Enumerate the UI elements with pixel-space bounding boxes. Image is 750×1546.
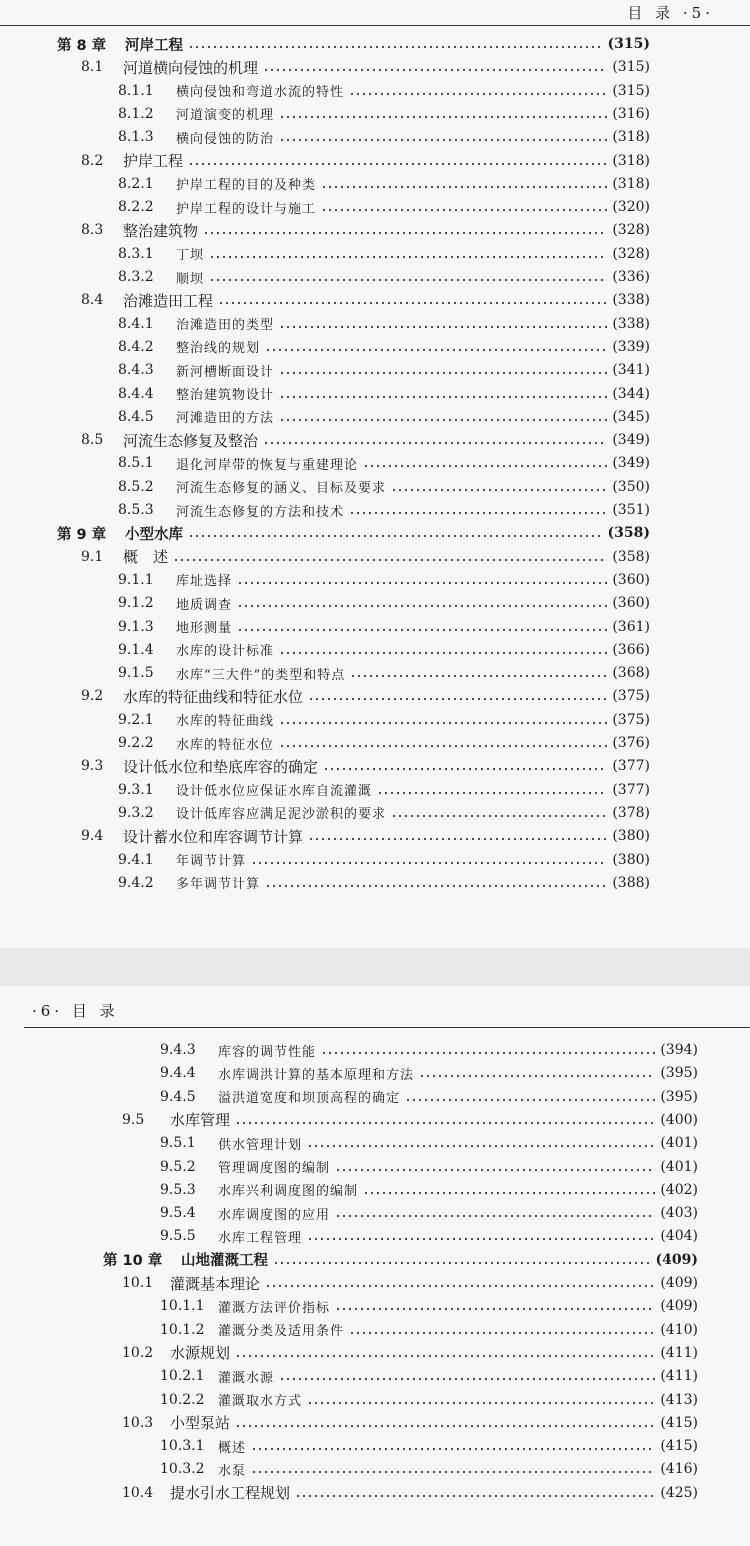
entry-page-number: (338) [612, 292, 650, 309]
entry-number: 9.5.2 [160, 1158, 196, 1175]
toc-subsection-entry [118, 195, 650, 219]
entry-number: 9.1.4 [118, 641, 154, 658]
toc-subsection-entry [118, 871, 650, 895]
entry-number: 9.2 [81, 688, 104, 705]
entry-number: 8.5.3 [118, 502, 154, 518]
entry-number: 9.3.1 [118, 781, 154, 798]
entry-number: 9.2.1 [118, 711, 154, 728]
entry-page-number: (375) [612, 688, 650, 705]
entry-title: 河岸工程 [125, 36, 183, 54]
entry-number: 9.3.2 [118, 804, 154, 821]
toc-subsection-entry [160, 1038, 698, 1062]
entry-number: 8.5 [81, 432, 104, 449]
dot-leader [323, 768, 607, 770]
entry-title: 概 述 [123, 548, 169, 567]
entry-number: 8.1.1 [118, 82, 154, 99]
entry-number: 9.4 [81, 828, 104, 845]
toc-section-entry [81, 149, 650, 173]
toc-subsection-entry [160, 1061, 698, 1085]
entry-number: 8.2.1 [118, 175, 154, 192]
entry-page-number: (358) [612, 548, 650, 565]
toc-section-entry [81, 428, 650, 452]
entry-title: 设计低库容应满足泥沙淤积的要求 [176, 807, 387, 823]
entry-title: 护岸工程 [123, 152, 184, 170]
dot-leader [279, 1378, 655, 1380]
entry-title: 设计低水位和垫底库容的确定 [123, 757, 319, 776]
toc-subsection-entry [160, 1201, 698, 1225]
entry-page-number: (315) [607, 36, 650, 52]
entry-number: 10.1.1 [160, 1298, 205, 1315]
entry-page-number: (388) [612, 874, 650, 891]
entry-number: 第 9 章 [57, 526, 107, 543]
toc-section-entry [122, 1481, 698, 1505]
entry-page-number: (409) [660, 1275, 698, 1291]
entry-title: 灌溉取水方式 [218, 1394, 303, 1409]
entry-title: 山地灌溉工程 [181, 1252, 268, 1270]
entry-title: 水库的特征曲线 [176, 714, 275, 730]
entry-page-number: (341) [612, 362, 650, 379]
dot-leader [237, 629, 607, 631]
entry-title: 水库兴利调度图的编制 [218, 1184, 359, 1200]
dot-leader [308, 698, 607, 700]
entry-page-number: (410) [660, 1321, 698, 1338]
entry-title: 横向侵蚀的防治 [176, 131, 275, 147]
toc-subsection-entry [118, 848, 650, 872]
entry-page-number: (358) [607, 525, 650, 542]
entry-number: 9.1.5 [118, 665, 154, 682]
entry-page-number: (328) [612, 222, 650, 239]
dot-leader [263, 442, 607, 444]
toc-subsection-entry [118, 125, 650, 149]
entry-title: 灌溉方法评价指标 [218, 1300, 331, 1316]
entry-title: 河滩造田的方法 [176, 411, 275, 427]
dot-leader [263, 69, 607, 71]
entry-title: 管理调度图的编制 [218, 1161, 331, 1176]
running-head: 目 录 ·5· [627, 4, 714, 22]
entry-title: 护岸工程的目的及种类 [176, 178, 317, 194]
dot-leader [321, 186, 607, 188]
dot-leader [209, 256, 607, 258]
entry-title: 河道横向侵蚀的机理 [123, 58, 259, 77]
entry-title: 库址选择 [176, 574, 233, 590]
dot-leader [279, 116, 607, 118]
dot-leader [279, 326, 607, 328]
entry-number: 8.2.2 [118, 199, 154, 216]
entry-page-number: (425) [660, 1484, 698, 1501]
entry-title: 灌溉分类及适用条件 [218, 1324, 345, 1340]
entry-number: 8.4.3 [118, 362, 154, 379]
entry-page-number: (318) [612, 152, 650, 169]
entry-number: 9.5.5 [160, 1228, 196, 1245]
entry-page-number: (402) [660, 1181, 698, 1198]
entry-title: 水库工程管理 [218, 1230, 303, 1246]
entry-number: 第 8 章 [57, 37, 107, 54]
entry-number: 10.1 [122, 1275, 154, 1291]
dot-leader [279, 396, 607, 398]
entry-page-number: (411) [660, 1344, 698, 1361]
entry-number: 9.5.3 [160, 1181, 196, 1198]
entry-title: 河道演变的机理 [176, 108, 275, 124]
entry-number: 8.4.2 [118, 338, 154, 355]
toc-subsection-entry [160, 1131, 698, 1155]
dot-leader [173, 559, 607, 561]
entry-number: 8.3 [81, 222, 104, 239]
toc-subsection-entry [118, 615, 650, 639]
entry-title: 退化河岸带的恢复与重建理论 [176, 457, 359, 473]
dot-leader [279, 652, 607, 654]
dot-leader [321, 1052, 655, 1054]
entry-title: 提水引水工程规划 [170, 1484, 291, 1503]
entry-page-number: (377) [612, 781, 650, 798]
dot-leader [349, 512, 607, 514]
entry-page-number: (413) [660, 1391, 698, 1408]
entry-title: 设计蓄水位和库容调节计算 [123, 827, 304, 846]
entry-page-number: (366) [612, 641, 650, 658]
dot-leader [419, 1075, 655, 1077]
entry-number: 第 10 章 [103, 1253, 163, 1270]
entry-number: 8.5.1 [118, 455, 154, 472]
toc-subsection-entry [118, 498, 650, 522]
dot-leader [279, 139, 607, 141]
entry-page-number: (394) [660, 1042, 698, 1058]
entry-title: 库容的调节性能 [218, 1044, 317, 1060]
toc-subsection-entry [118, 591, 650, 615]
toc-subsection-entry [160, 1085, 698, 1109]
entry-title: 水泵 [218, 1463, 247, 1479]
dot-leader [188, 535, 603, 537]
entry-page-number: (380) [612, 851, 650, 868]
dot-leader [295, 1495, 655, 1497]
entry-page-number: (380) [612, 828, 650, 845]
entry-title: 水库调洪计算的基本原理和方法 [218, 1067, 415, 1083]
toc-subsection-entry [118, 475, 650, 499]
entry-page-number: (409) [655, 1251, 698, 1268]
toc-subsection-entry [160, 1388, 698, 1412]
entry-title: 水库“三大件”的类型和特点 [176, 667, 346, 683]
dot-leader [308, 838, 607, 840]
dot-leader [265, 885, 607, 887]
dot-leader [335, 1169, 655, 1171]
entry-page-number: (411) [660, 1368, 698, 1385]
toc-section-entry [81, 288, 650, 312]
toc-subsection-entry [160, 1364, 698, 1388]
toc-subsection-entry [118, 265, 650, 289]
dot-leader [391, 815, 607, 817]
dot-leader [335, 1308, 655, 1310]
entry-number: 10.2.2 [160, 1391, 205, 1408]
toc-subsection-entry [118, 405, 650, 429]
entry-title: 河流生态修复及整治 [123, 431, 259, 450]
entry-page-number: (404) [660, 1228, 698, 1245]
running-head: ·6· 目 录 [32, 1002, 119, 1020]
entry-number: 9.1.3 [118, 618, 154, 635]
entry-title: 供水管理计划 [218, 1137, 303, 1153]
dot-leader [251, 1471, 655, 1473]
dot-leader [237, 582, 607, 584]
entry-page-number: (360) [612, 595, 650, 612]
entry-page-number: (344) [612, 385, 650, 402]
entry-page-number: (351) [612, 502, 650, 518]
entry-page-number: (339) [612, 338, 650, 355]
dot-leader [188, 163, 607, 165]
entry-number: 8.4.4 [118, 385, 154, 402]
entry-number: 9.3 [81, 758, 104, 775]
dot-leader [307, 1238, 655, 1240]
entry-title: 治滩造田工程 [123, 291, 214, 310]
toc-subsection-entry [118, 778, 650, 802]
toc-subsection-entry [118, 731, 650, 755]
entry-page-number: (361) [612, 618, 650, 635]
entry-number: 9.4.3 [160, 1042, 196, 1058]
entry-number: 8.3.1 [118, 245, 154, 262]
entry-number: 8.3.2 [118, 269, 154, 285]
dot-leader [188, 46, 603, 48]
entry-number: 9.4.4 [160, 1065, 196, 1082]
entry-title: 地形测量 [176, 621, 233, 636]
entry-page-number: (415) [660, 1414, 698, 1431]
entry-title: 水库管理 [170, 1111, 231, 1130]
dot-leader [235, 1425, 655, 1427]
dot-leader [405, 1099, 655, 1101]
entry-number: 9.4.2 [118, 874, 154, 891]
entry-page-number: (416) [660, 1461, 698, 1478]
entry-number: 8.4 [81, 292, 104, 309]
dot-leader [251, 862, 607, 864]
entry-number: 8.4.1 [118, 315, 154, 332]
entry-number: 10.1.2 [160, 1321, 205, 1338]
toc-subsection-entry [118, 382, 650, 406]
toc-subsection-entry [118, 358, 650, 382]
toc-subsection-entry [118, 451, 650, 475]
header-rule [24, 1027, 750, 1028]
toc-subsection-entry [118, 708, 650, 732]
toc-section-entry [122, 1341, 698, 1365]
entry-page-number: (320) [612, 199, 650, 216]
entry-page-number: (345) [612, 408, 650, 425]
entry-page-number: (318) [612, 175, 650, 192]
dot-leader [363, 465, 607, 467]
entry-page-number: (415) [660, 1438, 698, 1455]
entry-title: 水库的特征水位 [176, 737, 275, 753]
toc-subsection-entry [160, 1178, 698, 1202]
entry-page-number: (395) [660, 1088, 698, 1105]
toc-section-entry [81, 545, 650, 569]
entry-title: 整治线的规划 [176, 341, 261, 357]
entry-number: 9.4.1 [118, 851, 154, 868]
dot-leader [335, 1215, 655, 1217]
entry-number: 9.1 [81, 548, 104, 565]
entry-title: 水库的设计标准 [176, 644, 275, 660]
entry-number: 9.5.4 [160, 1205, 196, 1222]
entry-title: 设计低水位应保证水库自流灌溉 [176, 784, 373, 800]
entry-page-number: (400) [660, 1111, 698, 1128]
entry-page-number: (401) [660, 1158, 698, 1175]
toc-subsection-entry [118, 638, 650, 662]
entry-title: 灌溉基本理论 [170, 1274, 261, 1293]
entry-number: 8.2 [81, 152, 104, 169]
toc-subsection-entry [118, 312, 650, 336]
entry-title: 治滩造田的类型 [176, 318, 275, 334]
entry-number: 9.1.2 [118, 595, 154, 612]
entry-title: 横向侵蚀和弯道水流的特性 [176, 85, 345, 101]
entry-number: 9.4.5 [160, 1088, 196, 1105]
entry-title: 水库调度图的应用 [218, 1207, 331, 1223]
entry-page-number: (378) [612, 804, 650, 821]
dot-leader [279, 419, 607, 421]
toc-section-entry [81, 824, 650, 848]
toc-subsection-entry [160, 1434, 698, 1458]
dot-leader [237, 605, 607, 607]
toc-subsection-entry [160, 1294, 698, 1318]
entry-title: 小型水库 [125, 525, 183, 543]
entry-number: 8.5.2 [118, 478, 154, 495]
toc-chapter-entry [103, 1248, 698, 1272]
entry-title: 年调节计算 [176, 854, 247, 869]
entry-page-number: (315) [612, 82, 650, 99]
dot-leader [307, 1402, 655, 1404]
entry-number: 8.1 [81, 59, 104, 76]
entry-title: 新河槽断面设计 [176, 364, 275, 380]
dot-leader [209, 279, 607, 281]
toc-section-entry [81, 218, 650, 242]
dot-leader [321, 209, 607, 211]
entry-number: 10.2.1 [160, 1368, 205, 1385]
toc-subsection-entry [118, 79, 650, 103]
entry-number: 9.5.1 [160, 1135, 196, 1152]
entry-title: 河流生态修复的方法和技术 [176, 504, 345, 520]
entry-number: 10.3.1 [160, 1438, 205, 1455]
entry-title: 灌溉水源 [218, 1370, 275, 1386]
dot-leader [265, 349, 607, 351]
entry-page-number: (360) [612, 571, 650, 588]
toc-subsection-entry [118, 801, 650, 825]
toc-page-6 [0, 986, 750, 1546]
entry-page-number: (349) [612, 455, 650, 472]
entry-page-number: (401) [660, 1135, 698, 1152]
entry-number: 8.1.3 [118, 129, 154, 146]
dot-leader [265, 1285, 655, 1287]
dot-leader [363, 1192, 655, 1194]
entry-number: 10.3.2 [160, 1461, 205, 1478]
entry-title: 小型泵站 [170, 1414, 231, 1433]
entry-page-number: (368) [612, 665, 650, 682]
dot-leader [307, 1145, 655, 1147]
entry-page-number: (316) [612, 105, 650, 122]
entry-title: 顺坝 [176, 271, 205, 287]
toc-subsection-entry [160, 1457, 698, 1481]
entry-page-number: (318) [612, 129, 650, 146]
entry-title: 概述 [218, 1440, 247, 1456]
entry-page-number: (376) [612, 735, 650, 751]
dot-leader [273, 1262, 651, 1264]
entry-page-number: (349) [612, 432, 650, 449]
toc-subsection-entry [118, 661, 650, 685]
entry-page-number: (338) [612, 315, 650, 332]
toc-subsection-entry [160, 1318, 698, 1342]
toc-subsection-entry [118, 242, 650, 266]
entry-title: 多年调节计算 [176, 877, 261, 893]
entry-number: 8.1.2 [118, 105, 154, 122]
dot-leader [377, 792, 607, 794]
toc-subsection-entry [118, 102, 650, 126]
toc-subsection-entry [118, 335, 650, 359]
dot-leader [218, 302, 607, 304]
entry-number: 10.4 [122, 1484, 154, 1501]
dot-leader [203, 232, 607, 234]
entry-page-number: (377) [612, 758, 650, 775]
entry-number: 9.5 [122, 1111, 145, 1128]
entry-page-number: (403) [660, 1205, 698, 1222]
entry-page-number: (328) [612, 245, 650, 262]
toc-chapter-entry [57, 521, 650, 545]
dot-leader [350, 675, 607, 677]
dot-leader [279, 745, 607, 747]
entry-title: 河流生态修复的涵义、目标及要求 [176, 481, 387, 497]
entry-page-number: (395) [660, 1065, 698, 1082]
entry-page-number: (336) [612, 269, 650, 285]
entry-number: 10.2 [122, 1344, 154, 1361]
entry-title: 水库的特征曲线和特征水位 [123, 687, 304, 706]
entry-title: 地质调查 [176, 597, 233, 613]
toc-section-entry [81, 55, 650, 79]
toc-section-entry [122, 1108, 698, 1132]
entry-title: 溢洪道宽度和坝顶高程的确定 [218, 1091, 401, 1107]
entry-number: 10.3 [122, 1414, 154, 1431]
toc-subsection-entry [160, 1224, 698, 1248]
entry-page-number: (375) [612, 711, 650, 728]
dot-leader [391, 489, 607, 491]
entry-title: 整治建筑物设计 [176, 388, 275, 403]
toc-section-entry [81, 684, 650, 708]
toc-section-entry [81, 754, 650, 778]
entry-number: 8.4.5 [118, 408, 154, 425]
dot-leader [251, 1448, 655, 1450]
entry-page-number: (350) [612, 478, 650, 495]
toc-subsection-entry [160, 1155, 698, 1179]
entry-title: 整治建筑物 [123, 221, 199, 240]
toc-subsection-entry [118, 172, 650, 196]
toc-subsection-entry [118, 568, 650, 592]
dot-leader [235, 1355, 655, 1357]
entry-page-number: (315) [612, 59, 650, 76]
entry-page-number: (409) [660, 1298, 698, 1315]
dot-leader [235, 1122, 655, 1124]
toc-chapter-entry [57, 32, 650, 56]
entry-title: 护岸工程的设计与施工 [176, 201, 317, 217]
toc-section-entry [122, 1271, 698, 1295]
dot-leader [349, 1332, 655, 1334]
dot-leader [349, 93, 607, 95]
dot-leader [279, 722, 607, 724]
toc-section-entry [122, 1411, 698, 1435]
entry-title: 丁坝 [176, 248, 205, 264]
entry-title: 水源规划 [170, 1344, 231, 1363]
entry-number: 9.1.1 [118, 571, 154, 588]
entry-number: 9.2.2 [118, 735, 154, 751]
header-rule [0, 25, 750, 26]
dot-leader [279, 372, 607, 374]
